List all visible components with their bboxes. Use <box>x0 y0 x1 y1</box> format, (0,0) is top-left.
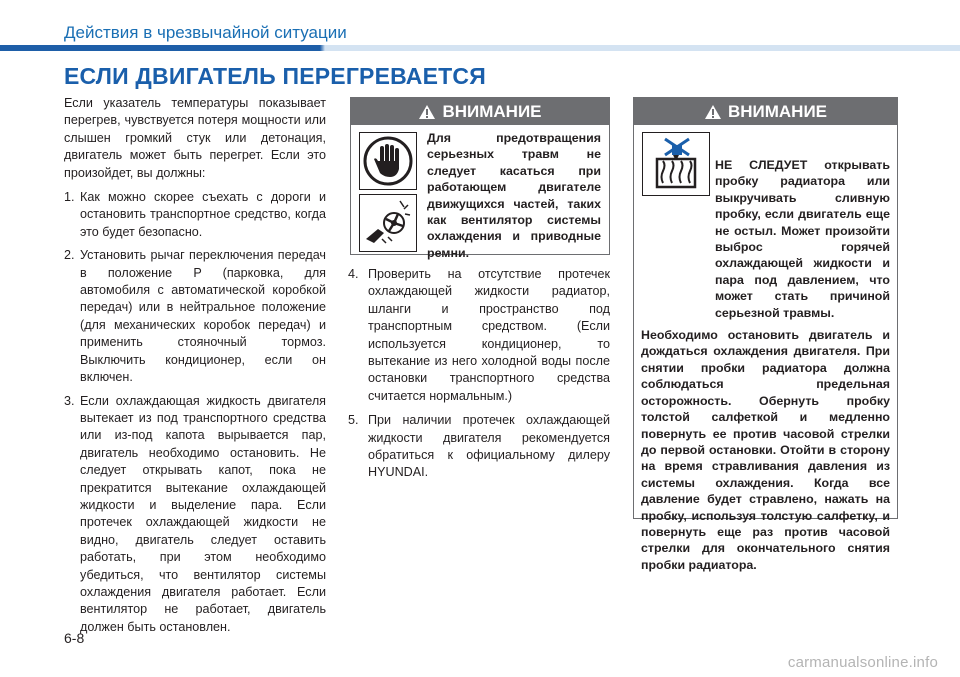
warning-box-moving-parts <box>350 97 610 260</box>
warning-title: ВНИМАНИЕ <box>442 101 542 121</box>
list-item: 2. Установить рычаг переключения передач в положение P (парковка, для автомобиля с автоматической коробкой передач) или в нейтральное положение (для механических коробок передач) и применить стояночный тормоз. Выключить кондиционер, если он включен. <box>64 248 326 385</box>
fan-injury-icon <box>359 194 417 252</box>
list-item: 5. При наличии протечек охлаждающей жидкости двигателя рекомендуется обратиться к официальному дилеру HYUNDAI. <box>348 413 610 480</box>
left-column <box>64 95 326 642</box>
list-item: 4. Проверить на отсутствие протечек охлаждающей жидкости радиатор, шланги и пространство под транспортным средством. (Если используется кондиционер, то вытекание из него холодной воды после остановки транспортного средства считается нормальным.) <box>348 267 610 403</box>
warning-paragraph-2: Необходимо остановить двигатель и дождаться охлаждения двигателя. При снятии пробки радиатора должна соблюдаться предельная осторожность. Обернуть пробку толстой салфеткой и медленно повернуть ее против часовой стрелки до первой остановки. Отойти в сторону на время стравливания давления из системы охлаждения. Когда все давление будет стравлено, нажать на пробку, используя толстую салфетку, и повернуть еще раз против часовой стрелки для окончательного снятия пробки радиатора. <box>641 328 890 572</box>
steps-list-1 <box>64 189 326 636</box>
warning-header <box>634 98 897 125</box>
list-item: 1. Как можно скорее съехать с дороги и остановить транспортное средство, когда это будет безопасно. <box>64 190 326 239</box>
warning-triangle-icon <box>704 104 722 120</box>
warning-icons <box>359 132 417 252</box>
watermark: carmanualsonline.info <box>787 654 938 671</box>
stop-hand-icon <box>359 132 417 190</box>
warning-paragraph-1: НЕ СЛЕДУЕТ открывать пробку радиатора или выкручивать сливную пробку, если двигатель еще не остыл. Может произойти выброс горячей охлаждающей жидкости и пара под давлением, что может стать причиной серьезной травмы. <box>715 158 890 320</box>
warning-title: ВНИМАНИЕ <box>727 101 828 121</box>
intro-paragraph: Если указатель температуры показывает перегрев, чувствуется потеря мощности или слышен громкий стук или детонация, двигатель может быть перегрет. Если это произойдет, вы должны: <box>64 96 326 180</box>
page-title: ЕСЛИ ДВИГАТЕЛЬ ПЕРЕГРЕВАЕТСЯ <box>64 63 486 89</box>
warning-box-radiator-cap <box>633 97 898 572</box>
page-number: 6-8 <box>64 630 85 646</box>
middle-column <box>348 266 610 489</box>
warning-header <box>351 98 609 125</box>
section-divider <box>0 45 960 51</box>
warning-text: Для предотвращения серьезных травм не следует касаться при работающем двигателе движущихся частей, таких как вентилятор системы охлаждения и приводные ремни. <box>427 131 601 260</box>
hot-radiator-icon <box>642 132 710 196</box>
list-item: 3. Если охлаждающая жидкость двигателя вытекает из под транспортного средства или из-под капота вырывается пар, двигатель необходимо остановить. Не следует открывать капот, пока не прекратится вытекание охлаждающей жидкости и выделение пара. Если протечек охлаждающей жидкости не видно, двигатель следует оставить работать, при этом необходимо убедиться, что вентилятор системы охлаждения двигателя работает. Если вентилятор не работает, двигатель должен быть остановлен. <box>64 393 326 634</box>
warning-triangle-icon <box>418 104 436 120</box>
section-title: Действия в чрезвычайной ситуации <box>64 23 347 42</box>
steps-list-2 <box>348 266 610 482</box>
